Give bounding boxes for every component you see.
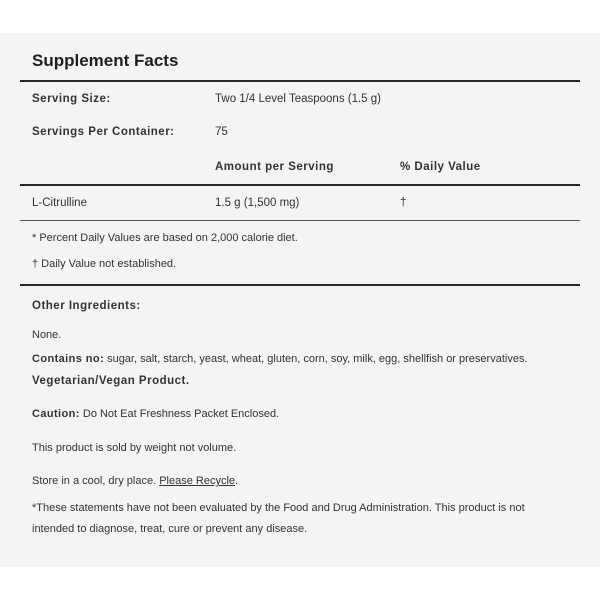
vegetarian-note: Vegetarian/Vegan Product. [32,375,190,387]
storage-text: Store in a cool, dry place. [32,475,160,487]
ingredient-divider [20,220,580,221]
ingredient-daily-value: † [400,197,407,209]
dagger-footnote: † Daily Value not established. [32,258,177,270]
percent-daily-value-footnote: * Percent Daily Values are based on 2,000 calorie diet. [32,232,298,244]
serving-size-value: Two 1/4 Level Teaspoons (1.5 g) [215,93,382,105]
daily-value-header: % Daily Value [400,161,481,173]
recycle-link[interactable]: Please Recycle [159,475,236,487]
other-ingredients-label: Other Ingredients: [32,300,141,312]
caution-line [32,408,279,420]
storage-line [32,475,238,487]
contains-no-value: sugar, salt, starch, yeast, wheat, gluten, corn, soy, milk, egg, shellfish or preservatives. [104,353,528,365]
weight-note: This product is sold by weight not volume. [32,442,237,454]
amount-per-serving-header: Amount per Serving [215,161,334,173]
disclaimer-line-1: *These statements have not been evaluated by the Food and Drug Administration. This product is not [32,502,525,514]
footer-divider [20,284,580,286]
servings-per-container-label: Servings Per Container: [32,126,175,138]
ingredient-name: L-Citrulline [32,197,87,209]
servings-per-container-value: 75 [215,126,228,138]
serving-size-label: Serving Size: [32,93,111,105]
other-ingredients-value: None. [32,329,62,341]
disclaimer-line-2: intended to diagnose, treat, cure or prevent any disease. [32,523,308,535]
ingredient-amount: 1.5 g (1,500 mg) [215,197,300,209]
contains-no-line [32,353,528,365]
header-divider [20,184,580,186]
storage-suffix: . [235,475,239,487]
panel-title: Supplement Facts [32,51,179,70]
caution-value: Do Not Eat Freshness Packet Enclosed. [79,408,280,420]
title-divider [20,80,580,82]
contains-no-label: Contains no: [32,353,105,365]
caution-label: Caution: [32,408,80,420]
